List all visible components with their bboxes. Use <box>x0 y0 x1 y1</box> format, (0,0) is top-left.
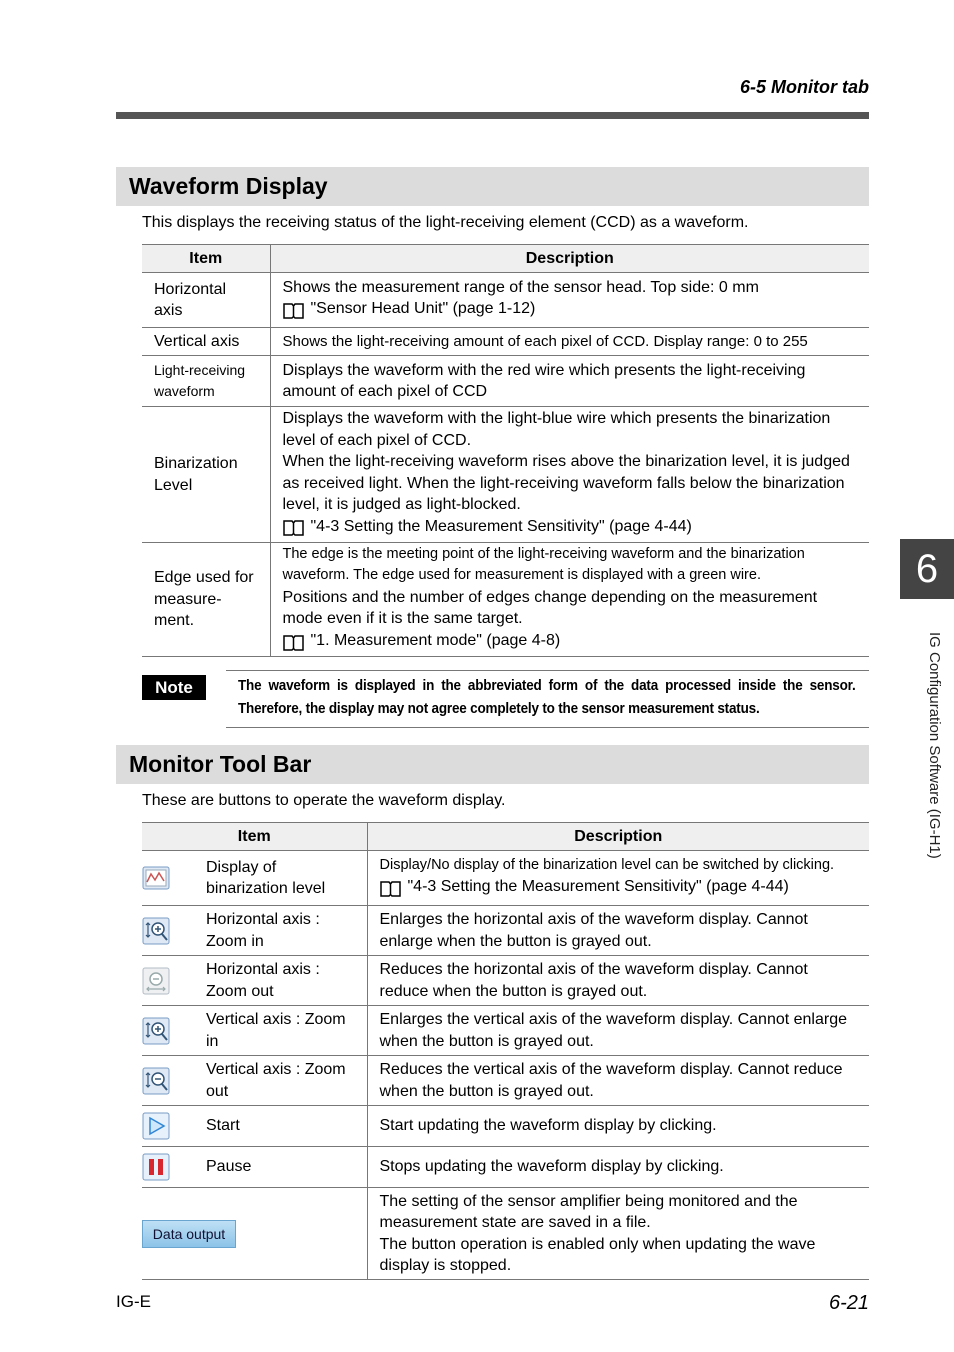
note-label: Note <box>142 675 206 700</box>
column-header-description: Description <box>367 823 869 851</box>
table-row <box>142 1188 869 1280</box>
description-text: The edge is the meeting point of the light-receiving waveform and the binarization waveform. The edge used for measurement is displayed with a green wire. <box>282 545 805 584</box>
page-reference <box>380 876 789 898</box>
description-cell <box>270 407 869 543</box>
description-cell: Stops updating the waveform display by clicking. <box>367 1147 869 1188</box>
table-row <box>142 1147 869 1188</box>
horizontal-zoom-out-icon <box>142 967 170 995</box>
description-cell: Displays the waveform with the red wire which presents the light-receiving amount of each pixel of CCD <box>270 356 869 407</box>
item-cell: Horizontal axis <box>142 273 270 328</box>
note-text: The waveform is displayed in the abbreviated form of the data processed inside the sensor. Therefore, the display may not agree completely to the sensor measurement status. <box>238 678 856 717</box>
vertical-zoom-out-icon <box>142 1067 170 1095</box>
item-cell: Vertical axis : Zoom out <box>194 1056 367 1106</box>
data-output-icon: Data output <box>142 1220 236 1248</box>
description-cell: Enlarges the vertical axis of the waveform display. Cannot enlarge when the button is grayed out. <box>367 1006 869 1056</box>
table-row <box>142 851 869 906</box>
table-row <box>142 407 869 543</box>
waveform-intro: This displays the receiving status of the light-receiving element (CCD) as a waveform. <box>142 214 749 231</box>
binarization-level-icon <box>142 864 170 892</box>
item-cell: Horizontal axis : Zoom in <box>194 906 367 956</box>
table-row <box>142 1056 869 1106</box>
description-text: Display/No display of the binarization level can be switched by clicking. <box>379 856 835 873</box>
item-cell: Light-receiving waveform <box>142 356 270 407</box>
note-rule-top <box>226 670 869 671</box>
table-row <box>142 273 869 328</box>
horizontal-zoom-in-icon <box>142 917 170 945</box>
table-row <box>142 328 869 356</box>
item-cell: Display of binarization level <box>194 851 367 906</box>
description-text: When the light-receiving waveform rises above the binarization level, it is judged as received light. When the light-receiving waveform falls below the binarization level, it is judged as light-blocked. <box>282 453 850 514</box>
table-row <box>142 906 869 956</box>
table-row <box>142 543 869 657</box>
book-icon <box>283 635 304 651</box>
item-cell: Horizontal axis : Zoom out <box>194 956 367 1006</box>
table-row <box>142 1006 869 1056</box>
running-header: 6-5 Monitor tab <box>740 77 869 97</box>
description-cell <box>367 1188 869 1280</box>
icon-cell <box>142 1106 194 1147</box>
chapter-side-label: IG Configuration Software (IG-H1) <box>926 632 943 859</box>
book-icon <box>283 303 304 319</box>
icon-cell <box>142 1006 194 1056</box>
column-header-item: Item <box>142 823 367 851</box>
reference-text: "4-3 Setting the Measurement Sensitivity" (page 4-44) <box>407 878 789 896</box>
chapter-tab: 6 <box>900 539 954 599</box>
description-cell: Start updating the waveform display by clicking. <box>367 1106 869 1147</box>
pause-icon <box>142 1153 170 1181</box>
table-row <box>142 956 869 1006</box>
section-heading-toolbar <box>116 745 869 784</box>
page-reference <box>283 298 536 320</box>
description-text: Shows the measurement range of the sensor head. Top side: 0 mm <box>282 278 759 296</box>
item-cell: Vertical axis <box>142 328 270 356</box>
item-cell: Edge used for measure-ment. <box>142 543 270 657</box>
icon-cell <box>142 956 194 1006</box>
item-cell: Vertical axis : Zoom in <box>194 1006 367 1056</box>
book-icon <box>380 881 401 897</box>
note-rule-bottom <box>226 727 869 728</box>
page-number: 6-21 <box>828 1292 869 1314</box>
header-rule <box>116 112 869 119</box>
page-reference <box>283 630 561 652</box>
description-text: Positions and the number of edges change depending on the measurement mode even if it is the same target. <box>282 588 818 628</box>
footer-doc-code: IG-E <box>116 1292 151 1311</box>
vertical-zoom-in-icon <box>142 1017 170 1045</box>
start-icon <box>142 1112 170 1140</box>
description-cell: Reduces the vertical axis of the waveform display. Cannot reduce when the button is grayed out. <box>367 1056 869 1106</box>
description-cell <box>367 851 869 906</box>
section-title: Waveform Display <box>129 173 328 199</box>
description-cell <box>270 273 869 328</box>
column-header-item: Item <box>142 245 270 273</box>
item-cell: Binarization Level <box>142 407 270 543</box>
item-cell: Pause <box>194 1147 367 1188</box>
icon-cell <box>142 906 194 956</box>
description-cell: Enlarges the horizontal axis of the waveform display. Cannot enlarge when the button is grayed out. <box>367 906 869 956</box>
icon-cell <box>142 1147 194 1188</box>
reference-text: "1. Measurement mode" (page 4-8) <box>310 631 561 649</box>
description-cell: Shows the light-receiving amount of each pixel of CCD. Display range: 0 to 255 <box>270 328 869 356</box>
table-row <box>142 356 869 407</box>
item-cell: Start <box>194 1106 367 1147</box>
toolbar-table <box>142 822 869 1280</box>
column-header-description: Description <box>270 245 869 273</box>
waveform-table <box>142 244 869 657</box>
description-text: Displays the waveform with the light-blue wire which presents the binarization level of each pixel of CCD. <box>282 410 831 449</box>
toolbar-intro: These are buttons to operate the waveform display. <box>142 792 506 809</box>
section-heading-waveform <box>116 167 869 206</box>
section-title: Monitor Tool Bar <box>129 751 312 777</box>
book-icon <box>283 520 304 536</box>
description-cell: Reduces the horizontal axis of the waveform display. Cannot reduce when the button is grayed out. <box>367 956 869 1006</box>
description-text: The setting of the sensor amplifier being monitored and the measurement state are saved in a file. <box>379 1192 798 1231</box>
page-reference <box>283 516 692 538</box>
icon-cell <box>142 1188 367 1280</box>
description-cell <box>270 543 869 657</box>
reference-text: "Sensor Head Unit" (page 1-12) <box>310 300 536 318</box>
icon-cell <box>142 851 194 906</box>
icon-cell <box>142 1056 194 1106</box>
table-row <box>142 1106 869 1147</box>
description-text: The button operation is enabled only when updating the wave display is stopped. <box>379 1235 816 1274</box>
reference-text: "4-3 Setting the Measurement Sensitivity" (page 4-44) <box>310 517 692 535</box>
